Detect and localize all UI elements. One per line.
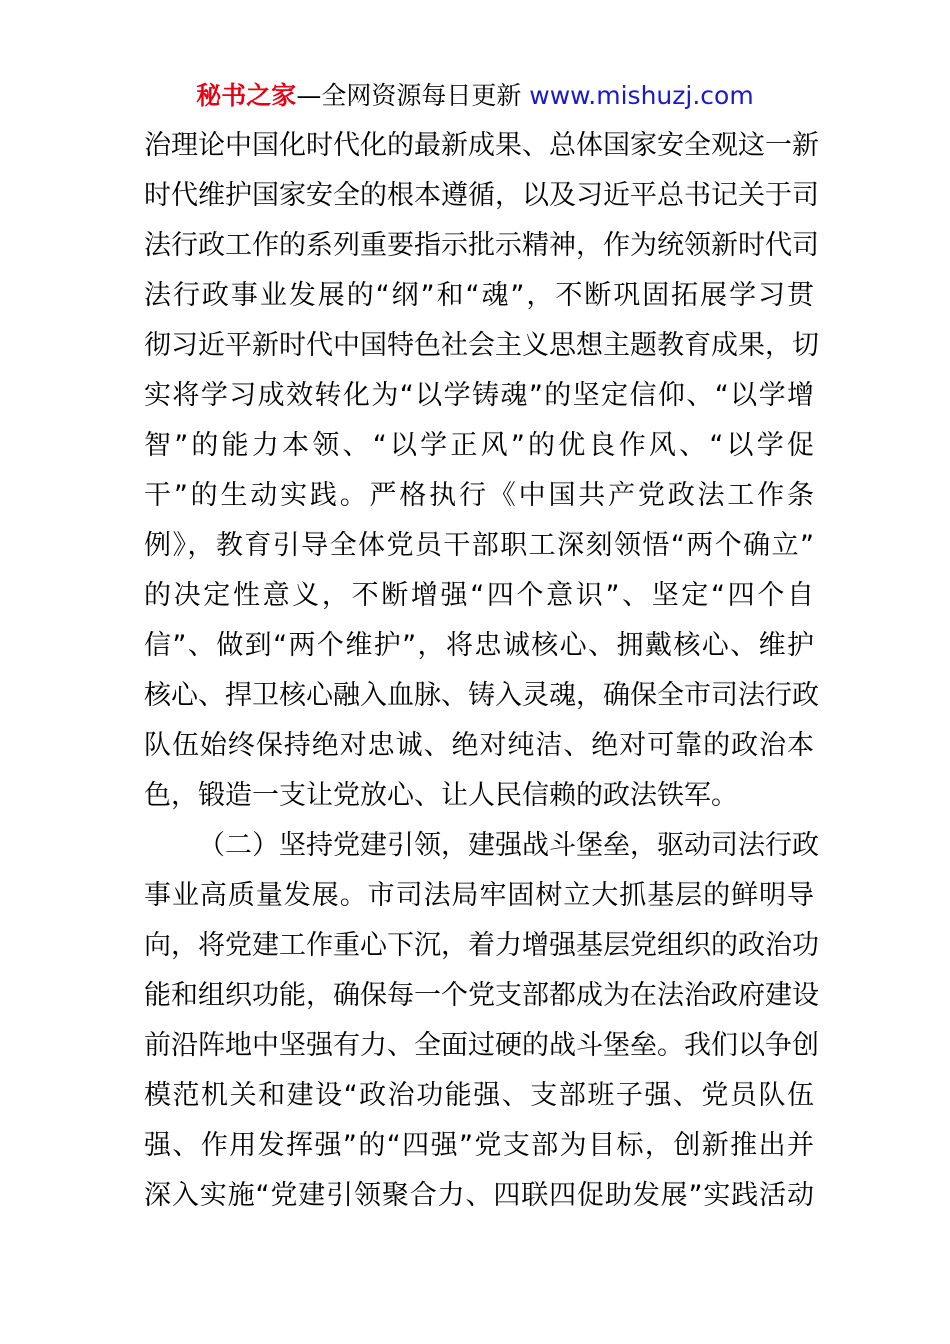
text-line: 法行政事业发展的“纲”和“魂”，不断巩固拓展学习贯 — [144, 280, 814, 311]
text-line: 的决定性意义，不断增强“四个意识”、坚定“四个自 — [144, 580, 814, 611]
text-line: 前沿阵地中坚强有力、全面过硬的战斗堡垒。我们以争创 — [144, 1030, 819, 1061]
section-heading-line: （二）坚持党建引领，建强战斗堡垒，驱动司法行政 — [198, 830, 819, 861]
text-line: 色，锻造一支让党放心、让人民信赖的政法铁军。 — [144, 780, 738, 811]
text-line: 向，将党建工作重心下沉，着力增强基层党组织的政治功 — [144, 930, 819, 961]
text-line: 队伍始终保持绝对忠诚、绝对纯洁、绝对可靠的政治本 — [144, 730, 814, 761]
text-line: 例》，教育引导全体党员干部职工深刻领悟“两个确立” — [144, 530, 814, 561]
text-line: 干”的生动实践。严格执行《中国共产党政法工作条 — [144, 480, 814, 511]
site-brand: 秘书之家 — [196, 81, 297, 110]
site-url[interactable]: www.mishuzj.com — [529, 81, 754, 110]
text-line: 模范机关和建设“政治功能强、支部班子强、党员队伍 — [144, 1080, 814, 1111]
text-line: 强、作用发挥强”的“四强”党支部为目标，创新推出并 — [144, 1130, 814, 1161]
text-line: 实将学习成效转化为“以学铸魂”的坚定信仰、“以学增 — [144, 380, 814, 411]
site-tagline: —全网资源每日更新 — [296, 81, 530, 110]
text-line: 治理论中国化时代化的最新成果、总体国家安全观这一新 — [144, 130, 819, 161]
text-line: 智”的能力本领、“以学正风”的优良作风、“以学促 — [144, 430, 814, 461]
text-line: 法行政工作的系列重要指示批示精神，作为统领新时代司 — [144, 230, 819, 261]
text-line: 信”、做到“两个维护”，将忠诚核心、拥戴核心、维护 — [144, 630, 814, 661]
text-line: 能和组织功能，确保每一个党支部都成为在法治政府建设 — [144, 980, 819, 1011]
text-line: 深入实施“党建引领聚合力、四联四促助发展”实践活动 — [144, 1180, 814, 1211]
text-line: 事业高质量发展。市司法局牢固树立大抓基层的鲜明导 — [144, 880, 814, 911]
text-line: 时代维护国家安全的根本遵循，以及习近平总书记关于司 — [144, 180, 819, 211]
text-line: 彻习近平新时代中国特色社会主义思想主题教育成果，切 — [144, 330, 819, 361]
text-line: 核心、捍卫核心融入血脉、铸入灵魂，确保全市司法行政 — [144, 680, 819, 711]
